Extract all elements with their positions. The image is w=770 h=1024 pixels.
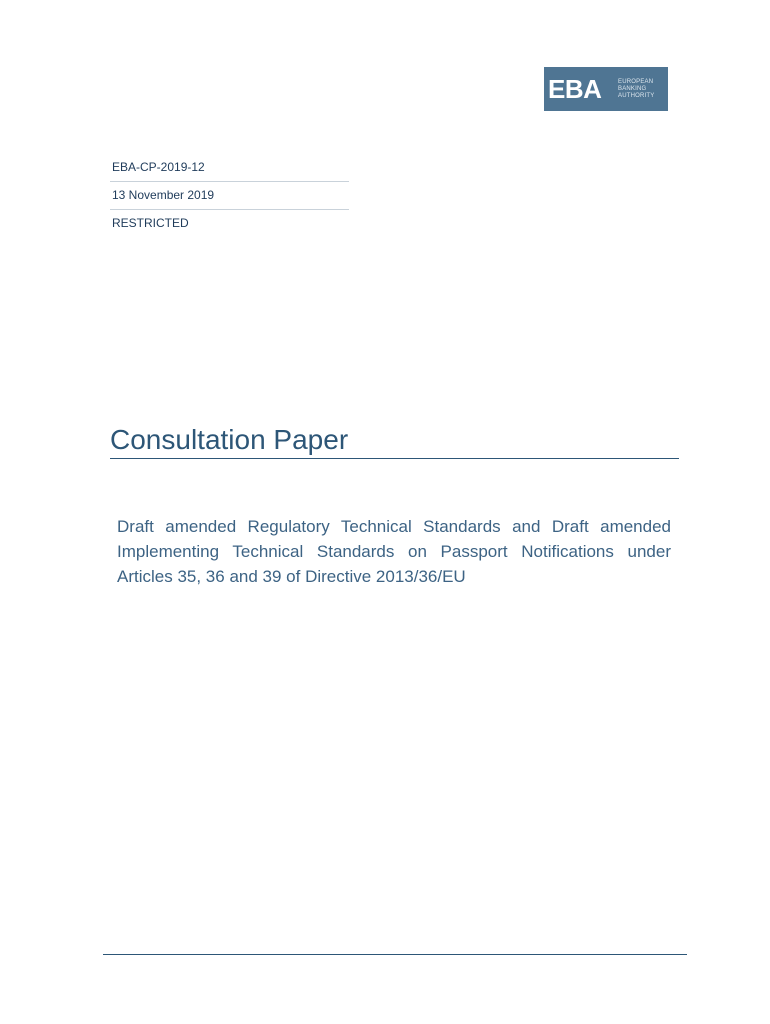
page-title: Consultation Paper	[110, 424, 679, 459]
logo-name-line-1: EUROPEAN	[618, 78, 654, 85]
document-reference: EBA-CP-2019-12	[110, 154, 349, 182]
logo-name-line-3: AUTHORITY	[618, 92, 655, 99]
logo-name-line-2: BANKING	[618, 85, 647, 92]
document-classification: RESTRICTED	[112, 216, 189, 230]
footer-divider	[103, 954, 687, 955]
logo-mark: EBA	[548, 74, 602, 104]
document-subtitle: Draft amended Regulatory Technical Standards and Draft amended Implementing Technical Standards on Passport Notifications under Articles 35, 36 and 39 of Directive 2013/36/EU	[117, 517, 671, 586]
eba-logo	[544, 67, 668, 111]
document-date: 13 November 2019	[110, 182, 349, 210]
document-meta	[110, 154, 349, 237]
logo-name	[618, 79, 654, 100]
